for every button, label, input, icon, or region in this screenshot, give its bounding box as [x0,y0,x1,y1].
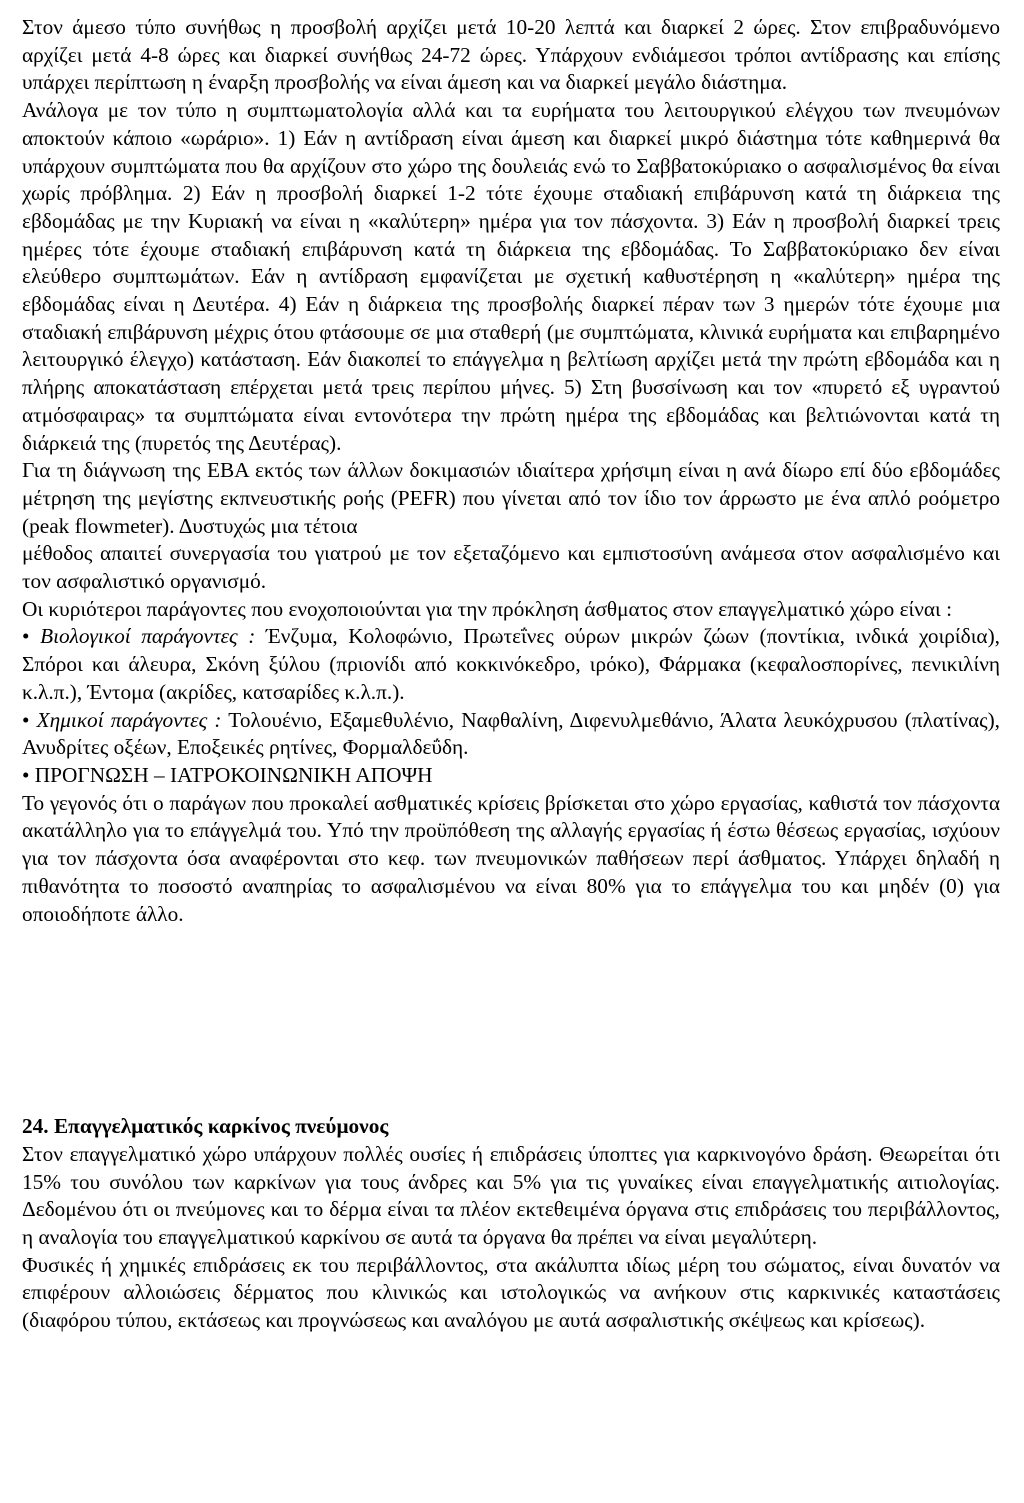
paragraph-reaction-onset: Στον άμεσο τύπο συνήθως η προσβολή αρχίζει μετά 10-20 λεπτά και διαρκεί 2 ώρες. Στον επιβραδυνόμενο αρχίζει μετά 4-8 ώρες και διαρκεί συνήθως 24-72 ώρες. Υπάρχουν ενδιάμεσοι τρόποι αντίδρασης και επίσης υπάρχει περίπτωση η έναρξη προσβολής να είναι άμεση και να διαρκεί μεγάλο διάστημα. [22,15,1000,95]
bullet-icon: • [22,707,30,732]
paragraph-symptom-schedule: Ανάλογα με τον τύπο η συμπτωματολογία αλλά και τα ευρήματα του λειτουργικού ελέγχου των πνευμόνων αποκτούν κάποιο «ωράριο». 1) Εάν η αντίδραση είναι άμεση και διαρκεί μικρό διάστημα τότε καθημερινά θα υπάρχουν συμπτώματα που θα αρχίζουν στο χώρο της δουλειάς ενώ το Σαββατοκύριακο ο ασφαλισμένος θα είναι χωρίς πρόβλημα. 2) Εάν η προσβολή διαρκεί 1-2 τότε έχουμε σταδιακή επιβάρυνση κατά τη διάρκεια της εβδομάδας με την Κυριακή να είναι η «καλύτερη» ημέρα για τον πάσχοντα. 3) Εάν η προσβολή διαρκεί τρεις ημέρες τότε έχουμε σταδιακή επιβάρυνση κατά τη διάρκεια της εβδομάδας. Το Σαββατοκύριακο δεν είναι ελεύθερο συμπτωμάτων. Εάν η αντίδραση εμφανίζεται με σχετική καθυστέρηση η «καλύτερη» ημέρα της εβδομάδας είναι η Δευτέρα. 4) Εάν η διάρκεια της προσβολής διαρκεί πέραν των 3 ημερών τότε έχουμε μια σταδιακή επιβάρυνση μέχρις ότου φτάσουμε σε μια σταθερή (με συμπτώματα, κλινικά ευρήματα και επιβαρημένο λειτουργικό έλεγχο) κατάσταση. Εάν διακοπεί το επάγγελμα η βελτίωση αρχίζει μετά την πρώτη εβδομάδα και η πλήρης αποκατάσταση επέρχεται μετά τρεις περίπου μήνες. 5) Στη βυσσίνωση και τον «πυρετό εξ υγραντού ατμόσφαιρας» τα συμπτώματα είναι εντονότερα την πρώτη ημέρα της εβδομάδας και βελτιώνονται κατά τη διάρκειά της (πυρετός της Δευτέρας). [22,98,1000,455]
bullet-chemical-label: Χημικοί παράγοντες : [36,707,222,732]
heading-prognosis-text: ΠΡΟΓΝΩΣΗ – ΙΑΤΡΟΚΟΙΝΩΝΙΚΗ ΑΠΟΨΗ [34,762,433,787]
bullet-icon: • [22,762,30,787]
paragraph-occupational-cancer: Στον επαγγελματικό χώρο υπάρχουν πολλές ουσίες ή επιδράσεις ύποπτες για καρκινογόνο δράση. Θεωρείται ότι 15% του συνόλου των καρκίνων για τους άνδρες και 5% για τις γυναίκες είναι επαγγελματικής αιτιολογίας. Δεδομένου ότι οι πνεύμονες και το δέρμα είναι τα πλέον εκτεθειμένα όργανα στις επιδράσεις του περιβάλλοντος, η αναλογία του επαγγελματικού καρκίνου σε αυτά τα όργανα θα πρέπει να είναι μεγαλύτερη. [22,1141,1000,1250]
paragraph-factors-intro: Οι κυριότεροι παράγοντες που ενοχοποιούνται για την πρόκληση άσθματος στον επαγγελματικό χώρο είναι : [22,596,953,621]
bullet-chemical-factors [22,707,1000,762]
section-spacer [22,928,1000,1113]
bullet-biological-label: Βιολογικοί παράγοντες : [40,624,256,649]
paragraph-diagnosis-cooperation: μέθοδος απαιτεί συνεργασία του γιατρού με τον εξεταζόμενο και εμπιστοσύνη ανάμεσα στον ασφαλισμένο και τον ασφαλιστικό οργανισμό. [22,541,1000,594]
bullet-biological-factors [22,623,1000,706]
bullet-biological-text: Ένζυμα, Κολοφώνιο, Πρωτεΐνες ούρων μικρών ζώων (ποντίκια, ινδικά χοιρίδια), Σπόροι και άλευρα, Σκόνη ξύλου (πριονίδι από κοκκινόκεδρο, ιρόκο), Φάρμακα (κεφαλοσπορίνες, πενικιλίνη κ.λ.π.), Έντομα (ακρίδες, κατσαρίδες κ.λ.π.). [22,624,1001,704]
section-24-title: 24. Επαγγελματικός καρκίνος πνεύμονος [22,1114,389,1139]
heading-prognosis [22,762,1000,790]
paragraph-prognosis: Το γεγονός ότι ο παράγων που προκαλεί ασθματικές κρίσεις βρίσκεται στο χώρο εργασίας, καθιστά τον πάσχοντα ακατάλληλο για το επάγγελμά του. Υπό την προϋπόθεση της αλλαγής εργασίας ή έστω θέσεως εργασίας, ισχύουν για τον πάσχοντα όσα αναφέρονται στο κεφ. των πνευμονικών παθήσεων περί άσθματος. Υπάρχει δηλαδή η πιθανότητα το ποσοστό αναπηρίας το ασφαλισμένου να είναι 80% για το επάγγελμα του και μηδέν (0) για οποιοδήποτε άλλο. [22,790,1000,926]
paragraph-diagnosis-pefr: Για τη διάγνωση της ΕΒΑ εκτός των άλλων δοκιμασιών ιδιαίτερα χρήσιμη είναι η ανά δίωρο επί δύο εβδομάδες μέτρηση της μεγίστης εκπνευστικής ροής (PEFR) που γίνεται από τον ίδιο τον άρρωστο με ένα απλό ροόμετρο (peak flowmeter). Δυστυχώς μια τέτοια [22,458,1000,538]
document-page [22,14,1000,1335]
bullet-chemical-text: Τολουένιο, Εξαμεθυλένιο, Ναφθαλίνη, Διφενυλμεθάνιο, Άλατα λευκόχρυσου (πλατίνας), Ανυδρίτες οξέων, Εποξεικές ρητίνες, Φορμαλδεΰδη. [22,707,1000,760]
paragraph-skin-lesions: Φυσικές ή χημικές επιδράσεις εκ του περιβάλλοντος, στα ακάλυπτα ιδίως μέρη του σώματος, είναι δυνατόν να επιφέρουν αλλοιώσεις δέρματος που κλινικώς και ιστολογικώς να ανήκουν στις καρκινικές καταστάσεις (διαφόρου τύπου, εκτάσεως και προγνώσεως και αναλόγου με αυτά ασφαλιστικής σκέψεως και κρίσεως). [22,1252,1000,1333]
bullet-icon: • [22,624,30,649]
